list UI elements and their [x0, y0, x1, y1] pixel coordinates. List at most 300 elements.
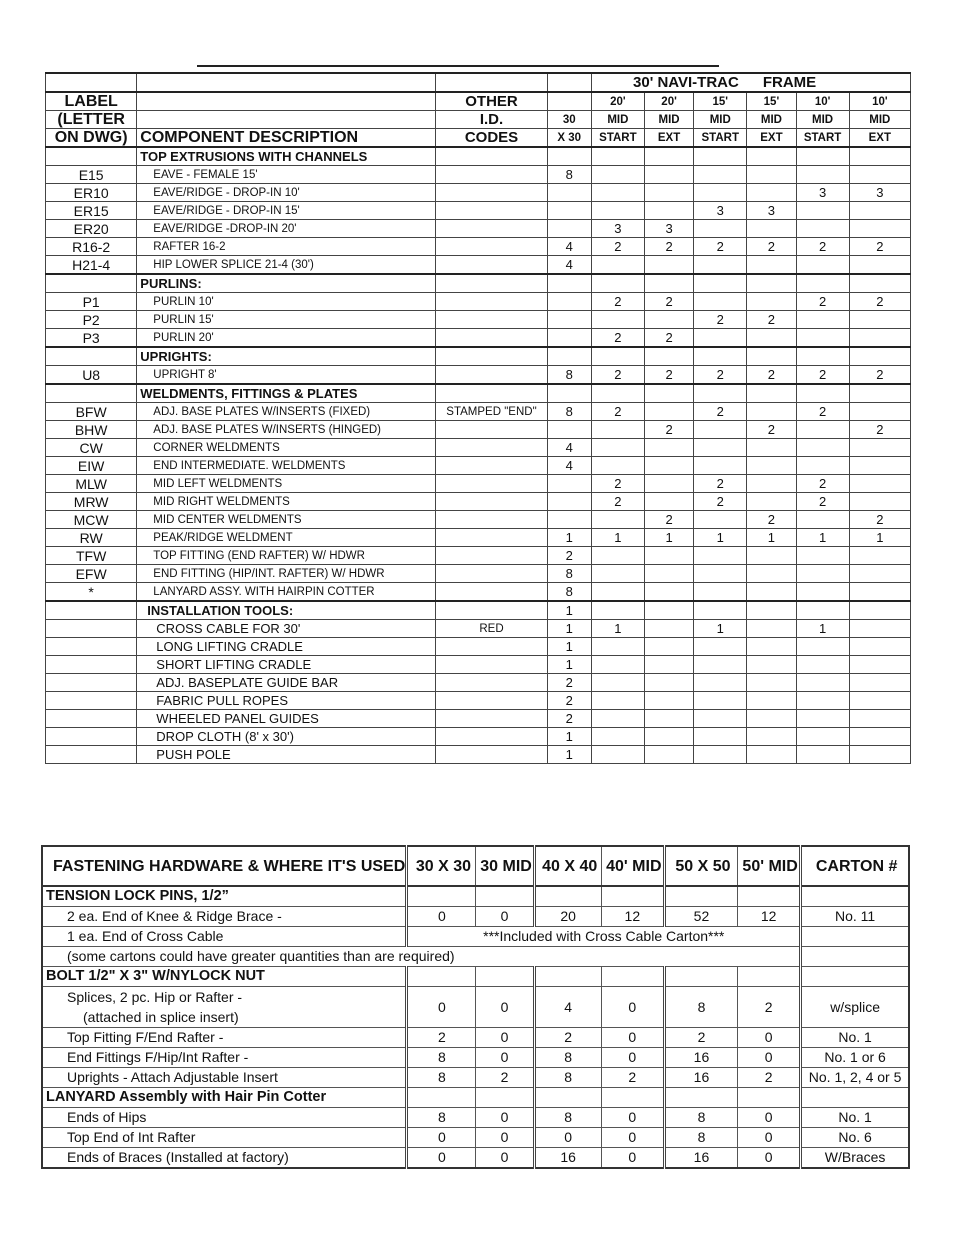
qty-cell: [591, 583, 644, 602]
qty-cell: [747, 384, 796, 403]
qty-cell: 0: [407, 1148, 476, 1169]
qty-cell: [644, 746, 693, 764]
other-code: [436, 565, 547, 583]
table-row: [46, 439, 911, 457]
empty-cell: [601, 967, 664, 987]
other-code: [436, 493, 547, 511]
header-row-2: [46, 129, 911, 148]
qty-cell: [849, 202, 910, 220]
qty-cell: [591, 184, 644, 202]
table-row: [46, 184, 911, 202]
qty-cell: [694, 421, 747, 439]
qty-cell: [694, 674, 747, 692]
table-row: [46, 366, 911, 385]
item-text: Top End of Int Rafter: [42, 1128, 407, 1148]
qty-cell: [591, 274, 644, 293]
qty-cell: [747, 620, 796, 638]
qty-cell: [849, 439, 910, 457]
qty-cell: 2: [644, 329, 693, 348]
qty-cell: 8: [534, 1068, 601, 1088]
component-description: END FITTING (HIP/INT. RAFTER) W/ HDWR: [137, 565, 436, 583]
qty-cell: [796, 601, 849, 620]
qty-cell: [591, 656, 644, 674]
qty-cell: [849, 220, 910, 238]
qty-cell: 4: [547, 439, 591, 457]
table-row: [46, 147, 911, 166]
qty-cell: [547, 329, 591, 348]
qty-cell: 2: [664, 1028, 737, 1048]
qty-cell: 3: [591, 220, 644, 238]
table-row: [46, 274, 911, 293]
qty-cell: [849, 692, 910, 710]
qty-cell: [849, 710, 910, 728]
header-row-1: [46, 111, 911, 129]
table-row: [42, 1108, 909, 1128]
qty-cell: [747, 565, 796, 583]
part-label: P3: [46, 329, 137, 348]
qty-cell: 2: [591, 475, 644, 493]
component-description: WHEELED PANEL GUIDES: [137, 710, 436, 728]
column-header: 30: [547, 111, 591, 129]
qty-cell: 3: [796, 184, 849, 202]
qty-cell: [849, 347, 910, 366]
part-label: [46, 638, 137, 656]
other-code: [436, 256, 547, 275]
table-row: [46, 166, 911, 184]
qty-cell: [796, 256, 849, 275]
qty-cell: 4: [547, 457, 591, 475]
component-description: EAVE/RIDGE -DROP-IN 20': [137, 220, 436, 238]
table-row: [46, 220, 911, 238]
qty-cell: [644, 565, 693, 583]
qty-cell: [591, 347, 644, 366]
qty-cell: 2: [407, 1028, 476, 1048]
note-text: (some cartons could have greater quantities than are required): [42, 947, 801, 967]
qty-cell: [796, 202, 849, 220]
qty-cell: [591, 166, 644, 184]
part-label: BHW: [46, 421, 137, 439]
qty-cell: [796, 692, 849, 710]
header-row-0: [46, 92, 911, 111]
qty-cell: w/splice: [801, 987, 909, 1028]
qty-cell: 2: [534, 1028, 601, 1048]
qty-cell: [644, 202, 693, 220]
label-header: ON DWG): [46, 129, 137, 148]
component-description: EAVE/RIDGE - DROP-IN 10': [137, 184, 436, 202]
component-description: EAVE/RIDGE - DROP-IN 15': [137, 202, 436, 220]
qty-cell: 52: [664, 907, 737, 927]
item-line-2: (attached in splice insert): [83, 1009, 239, 1025]
qty-cell: [644, 692, 693, 710]
qty-cell: 2: [591, 493, 644, 511]
component-description: MID LEFT WELDMENTS: [137, 475, 436, 493]
qty-cell: [694, 547, 747, 565]
qty-cell: 1: [591, 620, 644, 638]
qty-cell: 8: [664, 1128, 737, 1148]
qty-cell: [849, 457, 910, 475]
qty-cell: 8: [534, 1048, 601, 1068]
component-description: HIP LOWER SPLICE 21-4 (30'): [137, 256, 436, 275]
qty-cell: [694, 147, 747, 166]
qty-cell: [796, 746, 849, 764]
code-cell: [436, 384, 547, 403]
empty-cell: [534, 967, 601, 987]
qty-cell: [644, 583, 693, 602]
other-code: [436, 475, 547, 493]
qty-cell: 8: [547, 403, 591, 421]
qty-cell: No. 6: [801, 1128, 909, 1148]
other-code: [436, 166, 547, 184]
qty-cell: 0: [476, 987, 534, 1028]
qty-cell: [591, 638, 644, 656]
code-cell: [436, 147, 547, 166]
component-description: PURLIN 20': [137, 329, 436, 348]
qty-cell: 20: [534, 907, 601, 927]
qty-cell: 1: [694, 529, 747, 547]
table-row: [46, 620, 911, 638]
column-header: EXT: [849, 129, 910, 148]
column-header: START: [694, 129, 747, 148]
qty-cell: 8: [547, 366, 591, 385]
qty-cell: 2: [796, 293, 849, 311]
column-header: X 30: [547, 129, 591, 148]
qty-cell: [796, 347, 849, 366]
qty-cell: [644, 403, 693, 421]
qty-cell: 1: [547, 728, 591, 746]
qty-cell: 2: [796, 366, 849, 385]
qty-cell: [796, 439, 849, 457]
table-row: [42, 1128, 909, 1148]
qty-cell: [747, 403, 796, 421]
qty-cell: [694, 329, 747, 348]
column-header: 40' MID: [601, 846, 664, 886]
empty-cell: [801, 927, 909, 947]
other-code: RED: [436, 620, 547, 638]
component-description: PURLIN 10': [137, 293, 436, 311]
qty-cell: [849, 274, 910, 293]
qty-cell: 1: [547, 746, 591, 764]
column-header: MID: [644, 111, 693, 129]
qty-cell: 8: [547, 166, 591, 184]
qty-cell: [694, 457, 747, 475]
empty-cell: [801, 967, 909, 987]
label-cell: [46, 601, 137, 620]
qty-cell: 0: [601, 987, 664, 1028]
qty-cell: [591, 746, 644, 764]
column-header: 15': [747, 92, 796, 111]
qty-cell: [694, 256, 747, 275]
qty-cell: [747, 674, 796, 692]
qty-cell: 2: [849, 511, 910, 529]
other-codes-header: I.D.: [436, 111, 547, 129]
qty-cell: [591, 674, 644, 692]
qty-cell: [591, 147, 644, 166]
qty-cell: [694, 656, 747, 674]
qty-cell: [747, 256, 796, 275]
qty-cell: 2: [694, 475, 747, 493]
qty-cell: 2: [547, 692, 591, 710]
qty-cell: [694, 220, 747, 238]
other-code: [436, 220, 547, 238]
qty-cell: [796, 728, 849, 746]
qty-cell: 2: [796, 238, 849, 256]
empty-cell: [601, 886, 664, 907]
qty-cell: [547, 421, 591, 439]
qty-cell: [547, 202, 591, 220]
qty-cell: [644, 547, 693, 565]
empty-cell: [738, 886, 801, 907]
component-description: RAFTER 16-2: [137, 238, 436, 256]
part-label: MRW: [46, 493, 137, 511]
qty-cell: [747, 347, 796, 366]
other-code: [436, 293, 547, 311]
qty-cell: [694, 347, 747, 366]
item-text: Ends of Braces (Installed at factory): [42, 1148, 407, 1169]
qty-cell: 2: [694, 403, 747, 421]
qty-cell: 2: [694, 311, 747, 329]
qty-cell: [591, 601, 644, 620]
other-code: [436, 547, 547, 565]
qty-cell: [796, 656, 849, 674]
table-row: [46, 329, 911, 348]
table-row: [42, 907, 909, 927]
label-cell: [46, 274, 137, 293]
qty-cell: 0: [601, 1028, 664, 1048]
item-text: 2 ea. End of Knee & Ridge Brace -: [42, 907, 407, 927]
qty-cell: 2: [796, 475, 849, 493]
part-label: H21-4: [46, 256, 137, 275]
qty-cell: 1: [547, 601, 591, 620]
column-header: CARTON #: [801, 846, 909, 886]
table-title: 30' NAVI-TRAC: [591, 73, 747, 92]
column-header: 20': [591, 92, 644, 111]
qty-cell: [591, 692, 644, 710]
qty-cell: [694, 274, 747, 293]
empty-cell: [407, 1088, 476, 1108]
qty-cell: [796, 638, 849, 656]
header-row-title: [46, 73, 911, 92]
other-code: [436, 656, 547, 674]
qty-cell: 1: [796, 529, 849, 547]
component-table: [45, 72, 911, 764]
qty-cell: 1: [547, 529, 591, 547]
qty-cell: [747, 439, 796, 457]
description-header: [137, 111, 436, 129]
qty-cell: 2: [601, 1068, 664, 1088]
qty-cell: 8: [407, 1048, 476, 1068]
qty-cell: [644, 493, 693, 511]
table-row: [46, 293, 911, 311]
qty-cell: [644, 166, 693, 184]
qty-cell: [796, 384, 849, 403]
qty-cell: [796, 457, 849, 475]
column-header: 20': [644, 92, 693, 111]
qty-cell: 0: [476, 907, 534, 927]
qty-cell: [644, 638, 693, 656]
table-row: [46, 511, 911, 529]
empty-cell: [534, 1088, 601, 1108]
qty-cell: 4: [547, 256, 591, 275]
qty-cell: [747, 656, 796, 674]
qty-cell: [644, 311, 693, 329]
qty-cell: 2: [849, 421, 910, 439]
spanned-note: ***Included with Cross Cable Carton***: [407, 927, 801, 947]
item-text: Ends of Hips: [42, 1108, 407, 1128]
column-header: MID: [694, 111, 747, 129]
qty-cell: [849, 329, 910, 348]
qty-cell: [796, 274, 849, 293]
section-heading: WELDMENTS, FITTINGS & PLATES: [137, 384, 436, 403]
table-title-2: FRAME: [747, 73, 911, 92]
qty-cell: 0: [534, 1128, 601, 1148]
qty-cell: 1: [644, 529, 693, 547]
part-label: U8: [46, 366, 137, 385]
qty-cell: 0: [601, 1108, 664, 1128]
qty-cell: [694, 601, 747, 620]
qty-cell: 2: [747, 421, 796, 439]
qty-cell: [796, 166, 849, 184]
description-header: [137, 92, 436, 111]
qty-cell: [747, 475, 796, 493]
empty-cell: [801, 886, 909, 907]
qty-cell: [547, 274, 591, 293]
qty-cell: [849, 656, 910, 674]
description-header: COMPONENT DESCRIPTION: [137, 129, 436, 148]
qty-cell: 1: [547, 638, 591, 656]
part-label: TFW: [46, 547, 137, 565]
column-header: FASTENING HARDWARE & WHERE IT'S USED: [42, 846, 407, 886]
table-row: [46, 347, 911, 366]
item-text: End Fittings F/Hip/Int Rafter -: [42, 1048, 407, 1068]
column-header: 15': [694, 92, 747, 111]
qty-cell: 2: [591, 293, 644, 311]
fastening-hardware-table: [41, 845, 910, 1169]
qty-cell: [694, 384, 747, 403]
table-row: [42, 1048, 909, 1068]
qty-cell: [796, 421, 849, 439]
qty-cell: [796, 565, 849, 583]
qty-cell: 2: [591, 238, 644, 256]
qty-cell: [694, 565, 747, 583]
part-label: CW: [46, 439, 137, 457]
component-description: UPRIGHT 8': [137, 366, 436, 385]
part-label: ER20: [46, 220, 137, 238]
empty-cell: [738, 967, 801, 987]
qty-cell: [747, 493, 796, 511]
table-row: [46, 656, 911, 674]
qty-cell: [849, 565, 910, 583]
qty-cell: [747, 601, 796, 620]
qty-cell: 1: [796, 620, 849, 638]
qty-cell: [796, 329, 849, 348]
empty-cell: [801, 1088, 909, 1108]
component-description: CORNER WELDMENTS: [137, 439, 436, 457]
qty-cell: [747, 274, 796, 293]
qty-cell: 16: [664, 1148, 737, 1169]
qty-cell: 2: [738, 987, 801, 1028]
empty-cell: [601, 1088, 664, 1108]
qty-cell: 2: [476, 1068, 534, 1088]
label-header: (LETTER: [46, 111, 137, 129]
table-row: [42, 1068, 909, 1088]
qty-cell: 2: [849, 366, 910, 385]
other-code: [436, 184, 547, 202]
component-description: ADJ. BASEPLATE GUIDE BAR: [137, 674, 436, 692]
qty-cell: [694, 511, 747, 529]
item-line-1: Splices, 2 pc. Hip or Rafter -: [67, 989, 243, 1005]
column-header: START: [591, 129, 644, 148]
part-label: [46, 728, 137, 746]
part-label: [46, 710, 137, 728]
part-label: P1: [46, 293, 137, 311]
other-code: [436, 746, 547, 764]
empty-cell: [407, 886, 476, 907]
qty-cell: 2: [796, 493, 849, 511]
qty-cell: 0: [601, 1128, 664, 1148]
table-row: [42, 927, 909, 947]
part-label: [46, 674, 137, 692]
column-header: 30 MID: [476, 846, 534, 886]
column-header: 10': [796, 92, 849, 111]
qty-cell: 2: [747, 311, 796, 329]
qty-cell: [547, 493, 591, 511]
component-description: ADJ. BASE PLATES W/INSERTS (FIXED): [137, 403, 436, 421]
qty-cell: [796, 311, 849, 329]
table-row: [46, 311, 911, 329]
component-description: PURLIN 15': [137, 311, 436, 329]
qty-cell: [849, 256, 910, 275]
empty-cell: [534, 886, 601, 907]
qty-cell: 2: [591, 329, 644, 348]
column-header: 50 X 50: [664, 846, 737, 886]
qty-cell: [849, 547, 910, 565]
qty-cell: [747, 147, 796, 166]
part-label: RW: [46, 529, 137, 547]
other-codes-header: OTHER: [436, 92, 547, 111]
qty-cell: 4: [534, 987, 601, 1028]
item-text: Top Fitting F/End Rafter -: [42, 1028, 407, 1048]
empty-cell: [664, 967, 737, 987]
qty-cell: [547, 220, 591, 238]
qty-cell: 8: [547, 583, 591, 602]
qty-cell: 0: [476, 1048, 534, 1068]
qty-cell: 0: [738, 1108, 801, 1128]
qty-cell: [644, 656, 693, 674]
code-cell: [436, 274, 547, 293]
qty-cell: [694, 166, 747, 184]
table-row: [42, 1088, 909, 1108]
qty-cell: 8: [547, 565, 591, 583]
qty-cell: 2: [644, 511, 693, 529]
qty-cell: [644, 147, 693, 166]
label-cell: [46, 384, 137, 403]
column-header: 10': [849, 92, 910, 111]
qty-cell: 2: [747, 238, 796, 256]
other-codes-header: CODES: [436, 129, 547, 148]
other-code: [436, 366, 547, 385]
qty-cell: 1: [849, 529, 910, 547]
qty-cell: [547, 475, 591, 493]
empty-cell: [476, 886, 534, 907]
qty-cell: [591, 547, 644, 565]
table-row: [46, 493, 911, 511]
other-code: [436, 728, 547, 746]
component-description: SHORT LIFTING CRADLE: [137, 656, 436, 674]
table-row: [46, 710, 911, 728]
qty-cell: [694, 638, 747, 656]
qty-cell: 1: [747, 529, 796, 547]
other-code: [436, 710, 547, 728]
